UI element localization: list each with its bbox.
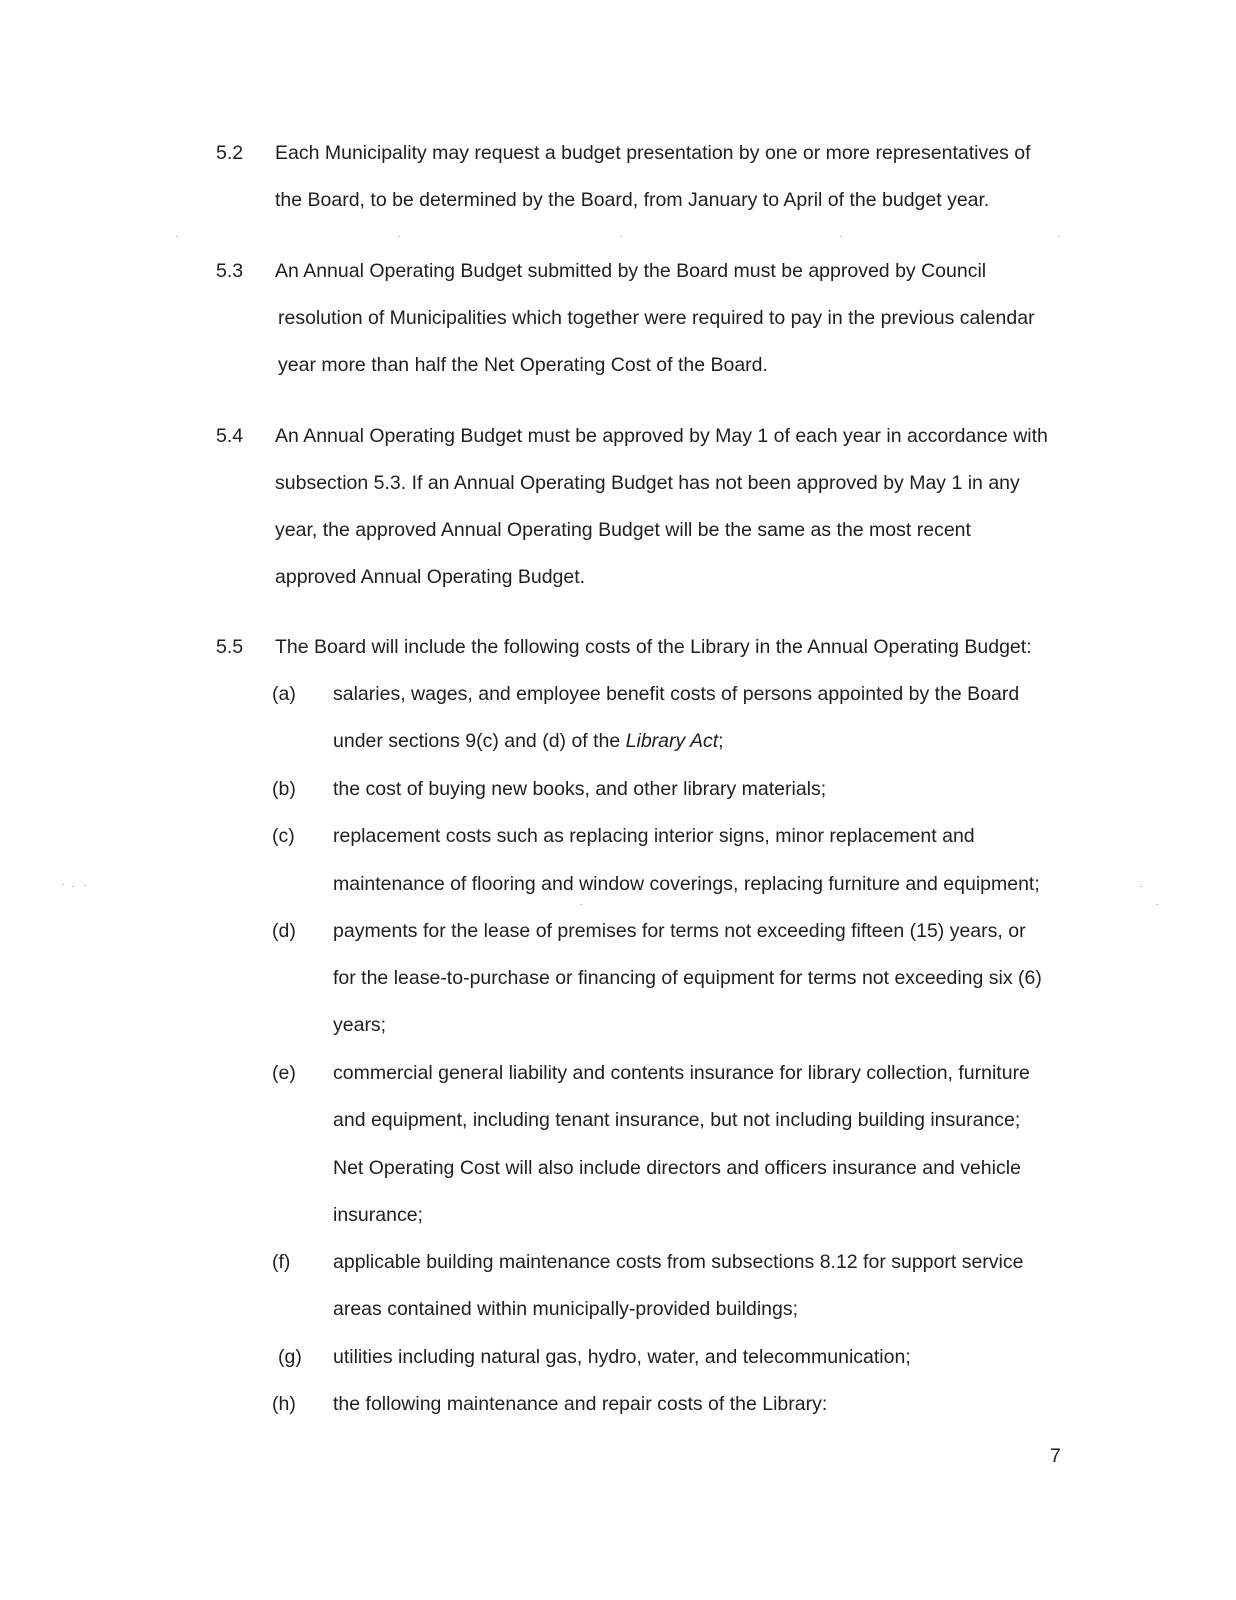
item-d-line-3: years;	[333, 1014, 387, 1036]
scan-speck	[1156, 904, 1158, 905]
section-number-5-3: 5.3	[216, 260, 244, 282]
scan-speck	[84, 885, 86, 886]
section-number-5-4: 5.4	[216, 425, 244, 447]
item-label-g: (g)	[278, 1346, 302, 1368]
page-number: 7	[1050, 1445, 1061, 1467]
item-a-line-1: salaries, wages, and employee benefit costs of persons appointed by the Board	[333, 683, 1020, 705]
section-5-3-line-2: resolution of Municipalities which together were required to pay in the previous calendar	[278, 307, 1035, 329]
section-5-4-line-4: approved Annual Operating Budget.	[275, 566, 586, 588]
item-f-line-1: applicable building maintenance costs from subsections 8.12 for support service	[333, 1251, 1024, 1273]
section-5-4-line-3: year, the approved Annual Operating Budget will be the same as the most recent	[275, 519, 971, 541]
scan-speck	[1058, 236, 1060, 237]
item-e-line-2: and equipment, including tenant insurance, but not including building insurance;	[333, 1109, 1021, 1131]
section-number-5-2: 5.2	[216, 142, 244, 164]
scan-speck	[1140, 886, 1142, 887]
item-e-line-3: Net Operating Cost will also include directors and officers insurance and vehicle	[333, 1157, 1021, 1179]
library-act-title: Library Act	[625, 730, 719, 752]
item-e-line-4: insurance;	[333, 1204, 423, 1226]
section-number-5-5: 5.5	[216, 636, 244, 658]
item-a-line-2	[333, 732, 724, 752]
scan-speck	[580, 904, 582, 905]
section-5-3-line-1: An Annual Operating Budget submitted by the Board must be approved by Council	[275, 260, 987, 282]
section-5-3-line-3: year more than half the Net Operating Cost of the Board.	[278, 354, 768, 376]
section-5-5-intro: The Board will include the following costs of the Library in the Annual Operating Budget:	[275, 636, 1032, 658]
scan-speck	[62, 884, 64, 885]
item-label-b: (b)	[272, 778, 296, 800]
scan-speck	[176, 236, 178, 237]
item-a-line-2-end: ;	[718, 730, 724, 752]
section-5-4-line-2: subsection 5.3. If an Annual Operating Budget has not been approved by May 1 in any	[275, 472, 1020, 494]
item-label-f: (f)	[272, 1251, 291, 1273]
scan-speck	[72, 886, 74, 887]
item-d-line-1: payments for the lease of premises for terms not exceeding fifteen (15) years, or	[333, 920, 1026, 942]
item-label-h: (h)	[272, 1393, 296, 1415]
item-e-line-1: commercial general liability and contents insurance for library collection, furniture	[333, 1062, 1030, 1084]
section-5-2-line-2: the Board, to be determined by the Board, from January to April of the budget year.	[275, 189, 990, 211]
scan-speck	[840, 236, 842, 237]
scan-speck	[620, 236, 622, 237]
item-d-line-2: for the lease-to-purchase or financing of equipment for terms not exceeding six (6)	[333, 967, 1042, 989]
item-c-line-1: replacement costs such as replacing interior signs, minor replacement and	[333, 825, 975, 847]
item-g-line-1: utilities including natural gas, hydro, water, and telecommunication;	[333, 1346, 911, 1368]
section-5-4-line-1: An Annual Operating Budget must be approved by May 1 of each year in accordance with	[275, 425, 1048, 447]
scan-speck	[398, 236, 400, 237]
item-label-d: (d)	[272, 920, 296, 942]
item-label-e: (e)	[272, 1062, 296, 1084]
item-c-line-2: maintenance of flooring and window coverings, replacing furniture and equipment;	[333, 873, 1040, 895]
item-b-line-1: the cost of buying new books, and other library materials;	[333, 778, 827, 800]
section-5-2-line-1: Each Municipality may request a budget presentation by one or more representatives of	[275, 142, 1031, 164]
item-a-line-2-text: under sections 9(c) and (d) of the	[333, 730, 626, 752]
item-f-line-2: areas contained within municipally-provided buildings;	[333, 1298, 799, 1320]
item-h-line-1: the following maintenance and repair costs of the Library:	[333, 1393, 828, 1415]
item-label-c: (c)	[272, 825, 295, 847]
item-label-a: (a)	[272, 683, 296, 705]
